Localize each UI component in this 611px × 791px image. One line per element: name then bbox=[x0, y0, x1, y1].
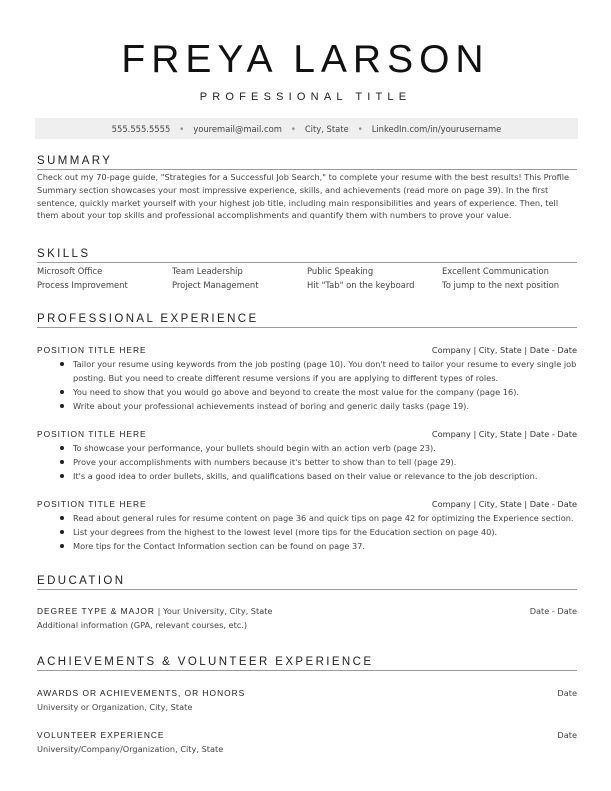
job-meta: Company | City, State | Date - Date bbox=[431, 429, 577, 439]
job-bullets bbox=[37, 511, 577, 553]
job-bullet: To showcase your performance, your bullets should begin with an action verb (page 23). bbox=[73, 441, 577, 455]
contact-separator: • bbox=[179, 123, 185, 134]
job-bullet: Prove your accomplishments with numbers because it's better to show than to tell (page 29). bbox=[73, 455, 577, 469]
job-position: POSITION TITLE HERE bbox=[37, 429, 147, 439]
contact-email: youremail@mail.com bbox=[193, 123, 282, 134]
job-bullet: Write about your professional achievements instead of boring and generic daily tasks (page 19). bbox=[73, 399, 577, 413]
job-meta: Company | City, State | Date - Date bbox=[431, 345, 577, 355]
skill-item: Process Improvement bbox=[37, 280, 128, 290]
job-bullets bbox=[37, 357, 577, 413]
education-heading: EDUCATION bbox=[37, 574, 577, 590]
skill-item: Microsoft Office bbox=[37, 266, 103, 276]
job-bullet: It's a good idea to order bullets, skills, and qualifications based on their value or relevance to the job description. bbox=[73, 469, 577, 483]
skill-item: Public Speaking bbox=[307, 266, 374, 276]
achievement-org: University/Company/Organization, City, State bbox=[37, 744, 224, 754]
professional-title: PROFESSIONAL TITLE bbox=[199, 91, 412, 103]
achievement-entry bbox=[37, 686, 577, 714]
skills-grid bbox=[37, 264, 577, 292]
achievement-title: AWARDS OR ACHIEVEMENTS, OR HONORS bbox=[37, 688, 246, 698]
resume-name: FREYA LARSON bbox=[121, 38, 490, 81]
contact-bar bbox=[35, 118, 578, 139]
job-entry bbox=[37, 497, 577, 553]
degree-title: DEGREE TYPE & MAJOR bbox=[37, 606, 155, 616]
achievement-title: VOLUNTEER EXPERIENCE bbox=[37, 730, 165, 740]
skill-item: Project Management bbox=[172, 280, 259, 290]
skill-item: Team Leadership bbox=[172, 266, 243, 276]
job-bullets bbox=[37, 441, 577, 483]
job-position: POSITION TITLE HERE bbox=[37, 499, 147, 509]
contact-separator: • bbox=[357, 123, 363, 134]
achievement-entry bbox=[37, 728, 577, 756]
skill-item: Hit "Tab" on the keyboard bbox=[307, 280, 415, 290]
skill-item: To jump to the next position bbox=[442, 280, 560, 290]
contact-location: City, State bbox=[304, 123, 349, 134]
education-info: Additional information (GPA, relevant courses, etc.) bbox=[37, 620, 248, 630]
achievement-date: Date bbox=[557, 688, 577, 698]
achievements-heading: ACHIEVEMENTS & VOLUNTEER EXPERIENCE bbox=[37, 655, 577, 671]
school-name: | Your University, City, State bbox=[154, 606, 273, 616]
job-bullet: Tailor your resume using keywords from the job posting (page 10). You don't need to tailor your resume to every single job posting. But you need to create different resume versions if you are applying to different types of roles. bbox=[73, 359, 577, 383]
education-entry bbox=[37, 604, 577, 632]
job-position: POSITION TITLE HERE bbox=[37, 345, 147, 355]
summary-text: Check out my 70-page guide, "Strategies for a Successful Job Search," to complete your resume with the best results! This Profile Summary section showcases your most impressive experience, skills, and achievements (read more on page 39). In the first sentence, quickly market yourself with your highest job title, including main responsibilities and years of experience. Then, tell them about your top skills and professional accomplishments and quantify them with numbers to prove your value. bbox=[37, 172, 570, 221]
job-entry bbox=[37, 427, 577, 483]
job-bullet: More tips for the Contact Information section can be found on page 37. bbox=[73, 539, 577, 553]
contact-phone: 555.555.5555 bbox=[111, 123, 171, 134]
job-bullet: You need to show that you would go above and beyond to create the most value for the company (page 16). bbox=[73, 385, 577, 399]
skill-item: Excellent Communication bbox=[442, 266, 549, 276]
job-meta: Company | City, State | Date - Date bbox=[431, 499, 577, 509]
job-bullet: List your degrees from the highest to the lowest level (more tips for the Education section on page 40). bbox=[73, 525, 577, 539]
job-entry bbox=[37, 343, 577, 413]
education-date: Date - Date bbox=[529, 606, 577, 616]
achievement-org: University or Organization, City, State bbox=[37, 702, 193, 712]
experience-heading: PROFESSIONAL EXPERIENCE bbox=[37, 312, 577, 328]
job-bullet: Read about general rules for resume content on page 36 and quick tips on page 42 for optimizing the Experience section. bbox=[73, 511, 577, 525]
contact-linkedin: LinkedIn.com/in/yourusername bbox=[371, 123, 502, 134]
achievement-date: Date bbox=[557, 730, 577, 740]
summary-heading: SUMMARY bbox=[37, 154, 577, 170]
contact-separator: • bbox=[290, 123, 296, 134]
skills-heading: SKILLS bbox=[37, 247, 577, 263]
